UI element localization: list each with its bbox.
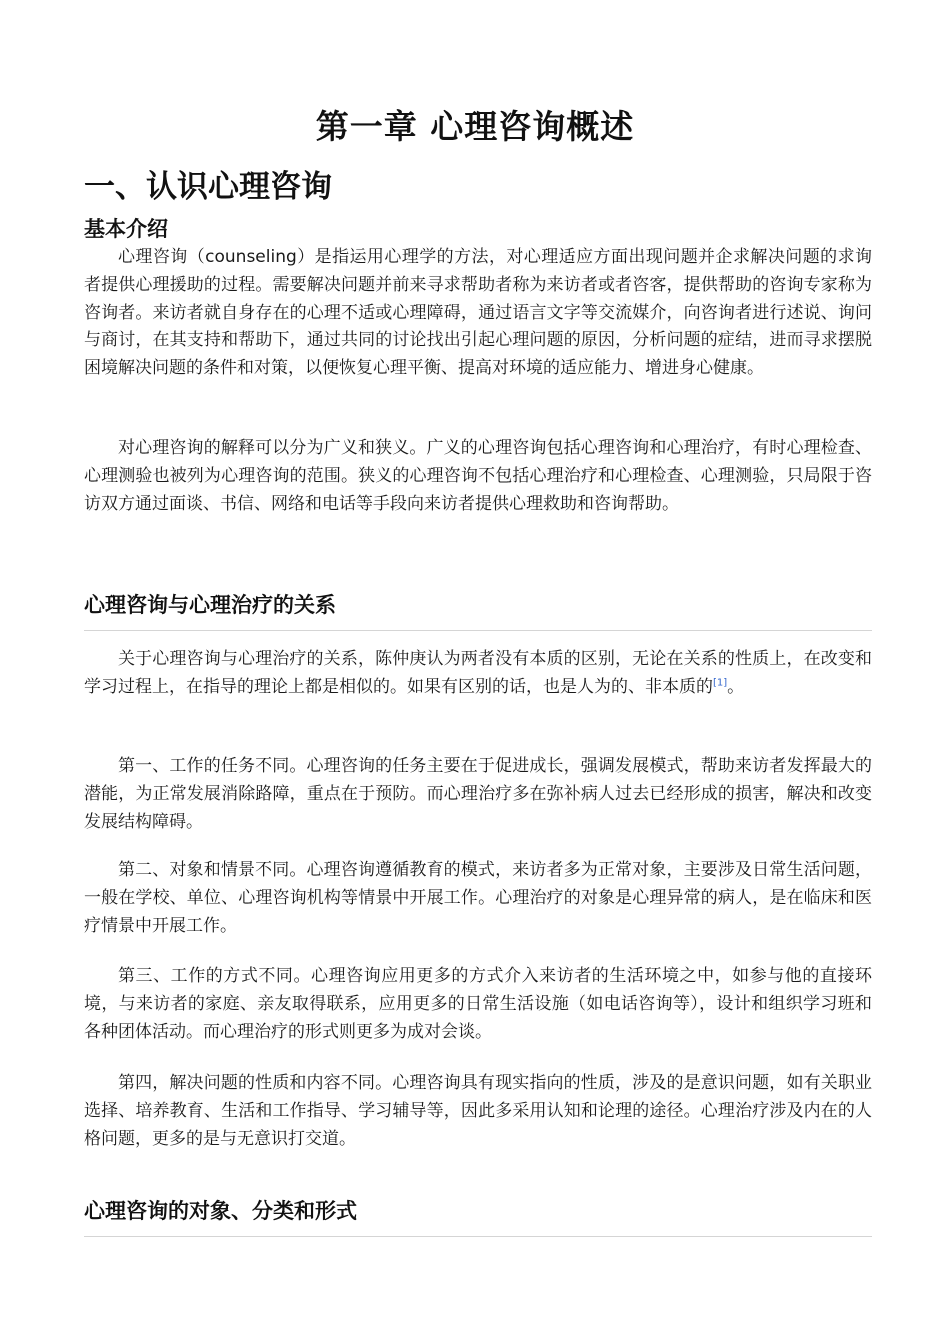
intro-heading: 基本介绍 bbox=[84, 217, 168, 241]
relation-paragraph-3: 第二、对象和情景不同。心理咨询遵循教育的模式，来访者多为正常对象，主要涉及日常生活问题，一般在学校、单位、心理咨询机构等情景中开展工作。心理治疗的对象是心理异常的病人，是在临床和医疗情景中开展工作。 bbox=[84, 860, 872, 936]
relation-heading: 心理咨询与心理治疗的关系 bbox=[84, 590, 872, 631]
relation-paragraph-5: 第四，解决问题的性质和内容不同。心理咨询具有现实指向的性质，涉及的是意识问题，如有关职业选择、培养教育、生活和工作指导、学习辅导等，因此多采用认知和论理的途径。心理治疗涉及内在的人格问题，更多的是与无意识打交道。 bbox=[84, 1073, 872, 1149]
relation-paragraph-1 bbox=[84, 646, 872, 702]
intro-paragraph-1 bbox=[84, 244, 872, 383]
intro-p1-after: ）是指运用心理学的方法，对心理适应方面出现问题并企求解决问题的求询者提供心理援助的过程。需要解决问题并前来寻求帮助者称为来访者或者咨客，提供帮助的咨询专家称为咨询者。来访者就自身存在的心理不适或心理障碍，通过语言文字等交流媒介，向咨询者进行述说、询问与商讨，在其支持和帮助下，通过共同的讨论找出引起心理问题的原因，分析问题的症结，进而寻求摆脱困境解决问题的条件和对策，以便恢复心理平衡、提高对环境的适应能力、增进身心健康。 bbox=[84, 247, 873, 379]
section-title: 一、认识心理咨询 bbox=[84, 169, 332, 205]
chapter-title: 第一章 心理咨询概述 bbox=[315, 107, 635, 146]
relation-paragraph-2: 第一、工作的任务不同。心理咨询的任务主要在于促进成长，强调发展模式，帮助来访者发挥最大的潜能，为正常发展消除路障，重点在于预防。而心理治疗多在弥补病人过去已经形成的损害，解决和改变发展结构障碍。 bbox=[84, 756, 872, 832]
relation-p1-text: 关于心理咨询与心理治疗的关系，陈仲庚认为两者没有本质的区别，无论在关系的性质上，在改变和学习过程上，在指导的理论上都是相似的。如果有区别的话，也是人为的、非本质的 bbox=[84, 649, 872, 697]
relation-paragraph-4: 第三、工作的方式不同。心理咨询应用更多的方式介入来访者的生活环境之中，如参与他的直接环境，与来访者的家庭、亲友取得联系，应用更多的日常生活设施（如电话咨询等），设计和组织学习班和各种团体活动。而心理治疗的形式则更多为成对会谈。 bbox=[84, 966, 872, 1042]
objects-heading: 心理咨询的对象、分类和形式 bbox=[84, 1196, 872, 1237]
relation-p1-end: 。 bbox=[727, 676, 745, 697]
citation-link[interactable]: [1] bbox=[713, 677, 728, 689]
intro-p1-before: 心理咨询（ bbox=[118, 247, 206, 267]
intro-p1-term: counseling bbox=[205, 247, 297, 267]
intro-paragraph-2: 对心理咨询的解释可以分为广义和狭义。广义的心理咨询包括心理咨询和心理治疗，有时心理检查、心理测验也被列为心理咨询的范围。狭义的心理咨询不包括心理治疗和心理检查、心理测验，只局限于咨访双方通过面谈、书信、网络和电话等手段向来访者提供心理救助和咨询帮助。 bbox=[84, 438, 872, 514]
